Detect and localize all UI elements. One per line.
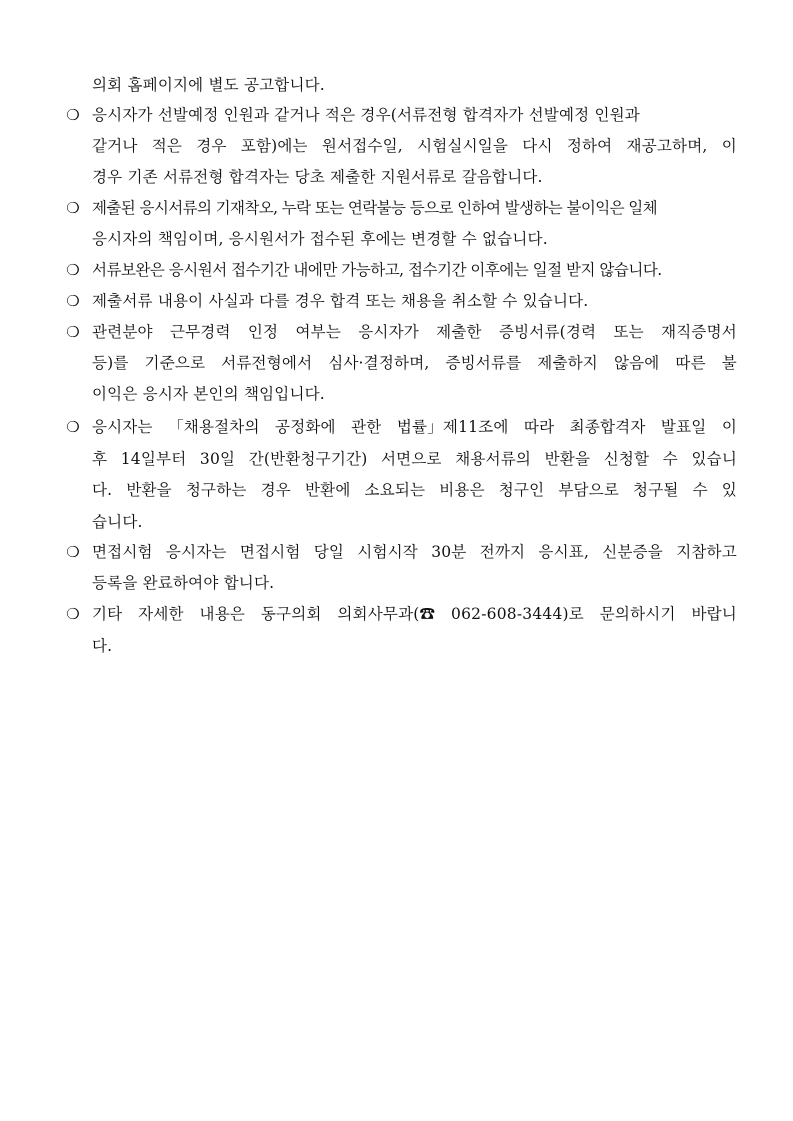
word: 이 [721, 418, 737, 436]
paragraph-line: 등록을 완료하여야 합니다. [92, 574, 275, 592]
word: 같거나 [92, 137, 138, 155]
word: 불 [721, 354, 737, 372]
word: 서면으로 [380, 450, 442, 468]
word: 지참하고 [676, 543, 737, 561]
circle-bullet-icon: ❍ [66, 261, 80, 279]
word: 발표일 [660, 418, 707, 436]
word: 수 [662, 450, 678, 468]
word: 또는 [613, 323, 644, 341]
word: 응시자는 [165, 543, 227, 561]
word: 반환을 [126, 481, 172, 499]
word: 면접시험 [92, 543, 153, 561]
paragraph-line [92, 353, 737, 373]
paragraph-line [92, 417, 737, 437]
circle-bullet-icon: ❍ [66, 418, 80, 436]
word: 14일부터 [120, 450, 187, 468]
word: 재직증명서 [661, 323, 737, 341]
word: 청구하는 [185, 481, 247, 499]
word: 등)를 [92, 354, 129, 372]
word: 증빙서류(경력 [498, 323, 597, 341]
word: 소요되는 [364, 481, 426, 499]
word: 062-608-3444)로 [451, 605, 584, 623]
word: 수 [692, 481, 708, 499]
paragraph-line: 의회 홈페이지에 별도 공고합니다. [92, 76, 325, 94]
word: 응시표, [538, 543, 590, 561]
word: 근무경력 [169, 323, 231, 341]
paragraph-line: 응시자의 책임이며, 응시원서가 접수된 후에는 변경할 수 없습니다. [92, 230, 548, 248]
word: 다. [92, 481, 113, 499]
word: 따른 [675, 354, 706, 372]
paragraph-line: 습니다. [92, 513, 143, 531]
word: 30일 [199, 450, 236, 468]
word: 반환을 [544, 450, 591, 468]
word: 이 [721, 137, 737, 155]
paragraph-line [92, 542, 737, 562]
word: 인정 [247, 323, 279, 341]
word: 원서접수일, [321, 137, 403, 155]
word: 후 [92, 450, 108, 468]
paragraph-line [92, 480, 737, 500]
word: 신청할 [603, 450, 650, 468]
word: 바랍니 [691, 605, 737, 623]
paragraph-line: 응시자가 선발예정 인원과 같거나 적은 경우(서류전형 합격자가 선발예정 인원과 [92, 106, 640, 124]
circle-bullet-icon: ❍ [66, 292, 80, 310]
word: 서류전형에서 [221, 354, 313, 372]
word: 응시자는 [92, 418, 153, 436]
circle-bullet-icon: ❍ [66, 199, 80, 217]
word: 내용은 [199, 605, 246, 623]
circle-bullet-icon: ❍ [66, 605, 80, 623]
paragraph-line [92, 136, 737, 156]
word: 30분 [431, 543, 467, 561]
word: 있습니 [691, 450, 737, 468]
paragraph-line: 서류보완은 응시원서 접수기간 내에만 가능하고, 접수기간 이후에는 일절 받지 않습니다. [92, 261, 662, 279]
word: 여부는 [295, 323, 341, 341]
word: 면접시험 [239, 543, 301, 561]
word: 시험실시일을 [417, 137, 509, 155]
word: 경우 [260, 481, 291, 499]
word: 제출한 [436, 323, 482, 341]
word: 당일 [313, 543, 345, 561]
word: 정하여 [566, 137, 613, 155]
paragraph-line: 제출된 응시서류의 기재착오, 누락 또는 연락불능 등으로 인하여 발생하는 불이익은 일체 [92, 199, 658, 217]
paragraph-line: 이익은 응시자 본인의 책임입니다. [92, 385, 325, 403]
word: 적은 [151, 137, 183, 155]
word: 응시자가 [358, 323, 419, 341]
word: 않음에 [613, 354, 660, 372]
word: 증빙서류를 [445, 354, 522, 372]
word: 반환에 [304, 481, 351, 499]
word: 청구인 [498, 481, 545, 499]
word: 공정화에 [275, 418, 336, 436]
paragraph-line: 제출서류 내용이 사실과 다를 경우 합격 또는 채용을 취소할 수 있습니다. [92, 292, 589, 310]
paragraph-line: 다. [92, 637, 113, 655]
circle-bullet-icon: ❍ [66, 106, 80, 124]
word: 심사·결정하며, [328, 354, 430, 372]
word: 포함)에는 [240, 137, 308, 155]
word: 법률」제11조에 [396, 418, 509, 436]
word: 신분증을 [602, 543, 663, 561]
paragraph-line [92, 604, 737, 624]
word: 기타 [92, 605, 123, 623]
word: 기준으로 [144, 354, 206, 372]
word: 있 [721, 481, 737, 499]
word: 「채용절차의 [168, 418, 260, 436]
word: 최종합격자 [569, 418, 646, 436]
word: 시험시작 [357, 543, 418, 561]
circle-bullet-icon: ❍ [66, 323, 80, 341]
word: 비용은 [439, 481, 485, 499]
paragraph-line [92, 322, 737, 342]
circle-bullet-icon: ❍ [66, 543, 80, 561]
word: 재공고하며, [626, 137, 708, 155]
word: 다시 [522, 137, 553, 155]
word: 관련분야 [92, 323, 153, 341]
word: 전까지 [479, 543, 526, 561]
word: 의회사무과(☎ [337, 605, 436, 623]
word: 자세한 [138, 605, 184, 623]
word: 채용서류의 [455, 450, 532, 468]
word: 청구될 [633, 481, 679, 499]
word: 간(반환청구기간) [248, 450, 368, 468]
word: 따라 [523, 418, 555, 436]
word: 관한 [351, 418, 382, 436]
word: 경우 [196, 137, 227, 155]
word: 부담으로 [558, 481, 620, 499]
paragraph-line [92, 449, 737, 469]
word: 동구의회 [260, 605, 322, 623]
paragraph-line: 경우 기존 서류전형 합격자는 당초 제출한 지원서류로 갈음합니다. [92, 168, 543, 186]
word: 제출하지 [537, 354, 598, 372]
word: 문의하시기 [599, 605, 676, 623]
